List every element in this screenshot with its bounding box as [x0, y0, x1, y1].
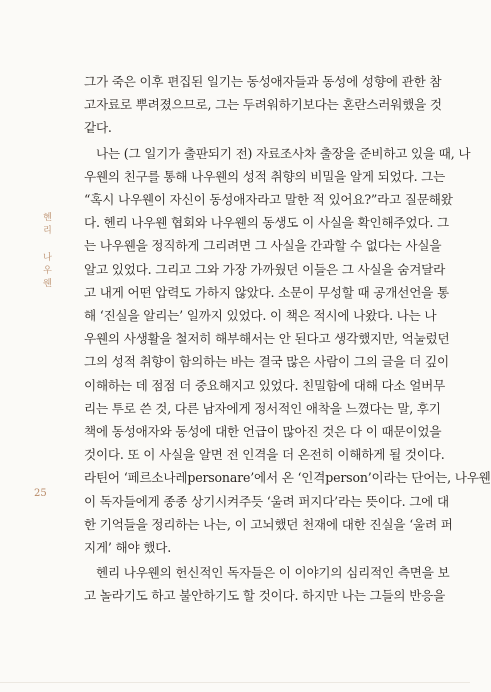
paragraph-1 — [84, 70, 440, 140]
text-line: 라틴어 ‘페르소나레personare’에서 온 ‘인격person’이라는 단어는, 나우웬 — [84, 470, 491, 486]
text-line: 헨리 나우웬의 헌신적인 독자들은 이 이야기의 심리적인 측면을 보 — [96, 565, 450, 581]
text-line: 우웬의 사생활을 철저히 해부해서는 안 된다고 생각했지만, 억눌렀던 — [84, 331, 450, 347]
text-line: 이해하는 데 점점 더 중요해지고 있었다. 친밀함에 대해 다소 얼버무 — [84, 377, 446, 393]
footer-rule — [0, 682, 470, 683]
text-line: 알고 있었다. 그리고 그와 가장 가까웠던 이들은 그 사실을 숨겨달라 — [84, 261, 446, 277]
text-line: “혹시 나우웬이 자신이 동성애자라고 말한 적 있어요?”라고 질문해왔 — [84, 192, 453, 208]
text-line: 그가 죽은 이후 편집된 일기는 동성애자들과 동성에 성향에 관한 참 — [84, 74, 442, 89]
body-text — [84, 70, 491, 608]
text-line: 책에 동성애자와 동성에 대한 언급이 많아진 것은 다 이 때문이었을 — [84, 424, 442, 440]
paragraph-2 — [84, 142, 491, 560]
text-line: 지게’ 해야 했다. — [84, 540, 172, 556]
text-line: 우웬의 친구를 통해 나우웬의 성적 취향의 비밀을 알게 되었다. 그는 — [84, 168, 446, 184]
text-line: 해 ‘진실을 알리는’ 일까지 있었다. 이 책은 적시에 나왔다. 나는 나 — [84, 308, 437, 324]
text-line: 이 독자들에게 종종 상기시켜주듯 ‘울려 퍼지다’라는 뜻이다. 그에 대 — [84, 493, 449, 509]
text-line: 같다. — [84, 120, 112, 136]
text-line: 는 나우웬을 정직하게 그리려면 그 사실을 간과할 수 없다는 사실을 — [84, 238, 442, 254]
text-line: 다. 헨리 나우웬 협회와 나우웬의 동생도 이 사실을 확인해주었다. 그 — [84, 215, 449, 231]
text-line: 고 내게 어떤 압력도 가하지 않았다. 소문이 무성할 때 공개선언을 통 — [84, 284, 449, 300]
text-line: 한 기억들을 정리하는 나는, 이 고뇌했던 천재에 대한 진실을 ‘울려 퍼 — [84, 516, 453, 532]
paragraph-3 — [84, 561, 450, 607]
text-line: 그의 성적 취향이 함의하는 바는 결국 많은 사람이 그의 글을 더 깊이 — [84, 354, 449, 370]
text-line: 고 놀라기도 하고 불안하기도 할 것이다. 하지만 나는 그들의 반응을 — [84, 588, 446, 604]
text-line: 나는 (그 일기가 출판되기 전) 자료조사차 출장을 준비하고 있을 때, 나 — [96, 145, 471, 161]
text-line: 고자료로 뿌려졌으므로, 그는 두려워하기보다는 혼란스러워했을 것 — [84, 97, 442, 113]
text-line: 리는 투로 쓴 것, 다른 남자에게 정서적인 애착을 느꼈다는 말, 후기 — [84, 400, 441, 416]
text-line: 것이다. 또 이 사실을 알면 전 인격을 더 온전히 이해하게 될 것이다. — [84, 447, 445, 463]
running-head: 헨리 나우웬 — [41, 212, 51, 291]
page-number: 25 — [34, 488, 47, 499]
